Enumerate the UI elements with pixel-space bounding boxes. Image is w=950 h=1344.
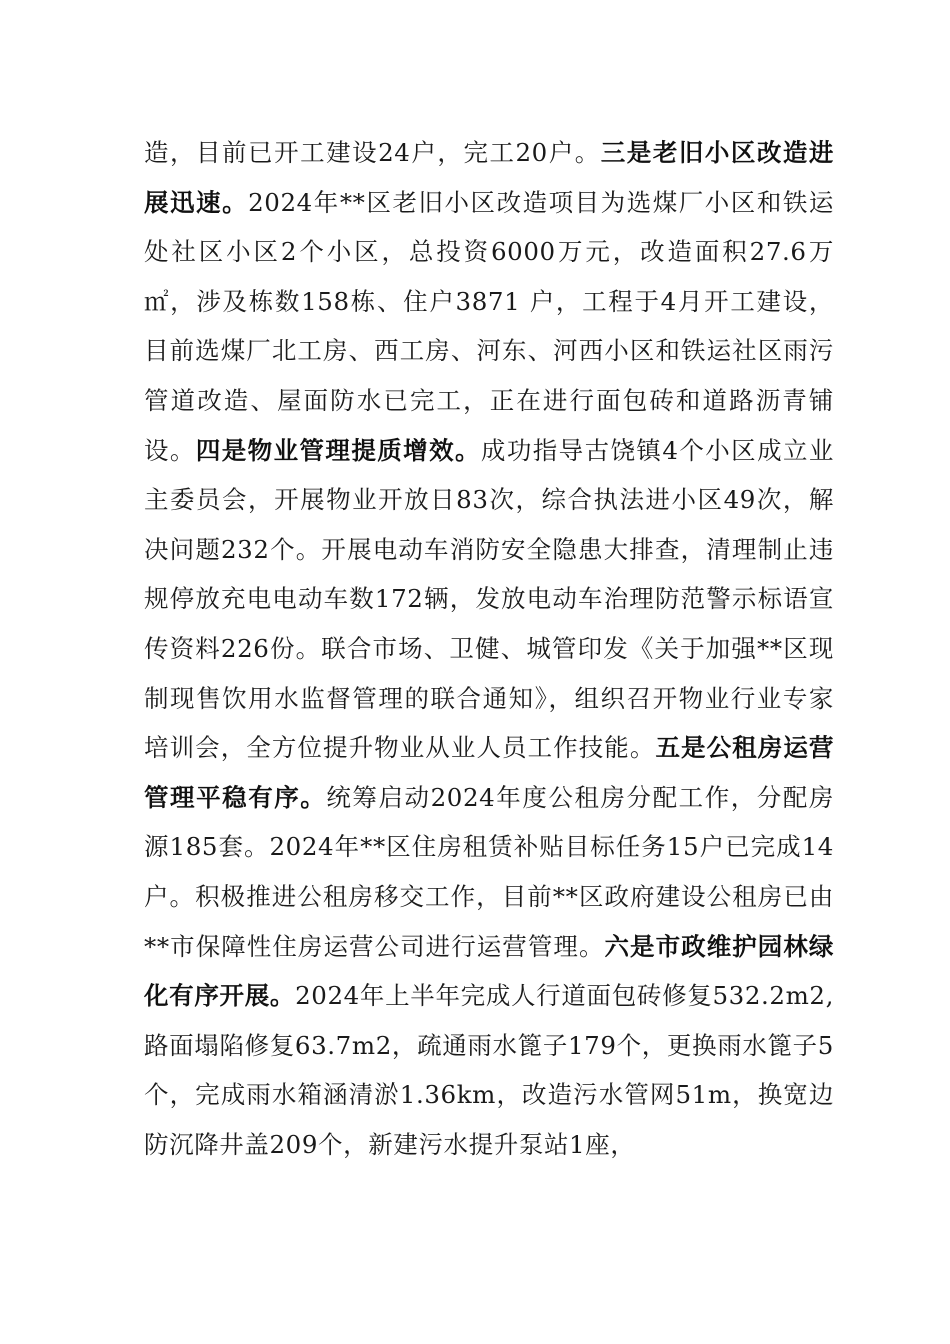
body-paragraph [144, 128, 834, 1169]
bold-heading-property-management: 四是物业管理提质增效。 [195, 435, 481, 465]
text-segment: 2024年上半年完成人行道面包砖修复532.2m2,路面塌陷修复63.7m2，疏通雨水篦子179个，更换雨水篦子5个，完成雨水箱涵清淤1.36km，改造污水管网51m，换宽边防沉降井盖209个，新建污水提升泵站1座， [144, 981, 834, 1159]
text-segment: 造，目前已开工建设24户，完工20户。 [144, 138, 601, 167]
text-segment: 成功指导古饶镇4个小区成立业主委员会，开展物业开放日83次，综合执法进小区49次，解决问题232个。开展电动车消防安全隐患大排查，清理制止违规停放充电电动车数172辆，发放电动车治理防范警示标语宣传资料226份。联合市场、卫健、城管印发《关于加强**区现制现售饮用水监督管理的联合通知》，组织召开物业行业专家培训会，全方位提升物业从业人员工作技能。 [144, 435, 835, 763]
text-segment: 2024年**区老旧小区改造项目为选煤厂小区和铁运处社区小区2个小区，总投资6000万元，改造面积27.6万㎡，涉及栋数158栋、住户3871 户，工程于4月开工建设，目前选煤厂北工房、西工房、河东、河西小区和铁运社区雨污管道改造、屋面防水已完工，正在进行面包砖和道路沥青铺设。 [144, 187, 834, 465]
bold-heading-old-community-renovation: 三是老旧小区改造进展迅速。 [144, 138, 835, 217]
bold-heading-municipal-landscaping: 六是市政维护园林绿化有序开展。 [144, 931, 834, 1011]
text-segment: 统筹启动2024年度公租房分配工作，分配房源185套。2024年**区住房租赁补贴目标任务15户已完成14户。积极推进公租房移交工作，目前**区政府建设公租房已由**市保障性住房运营公司进行运营管理。 [144, 782, 835, 961]
bold-heading-public-rental-housing: 五是公租房运营管理平稳有序。 [144, 733, 835, 812]
